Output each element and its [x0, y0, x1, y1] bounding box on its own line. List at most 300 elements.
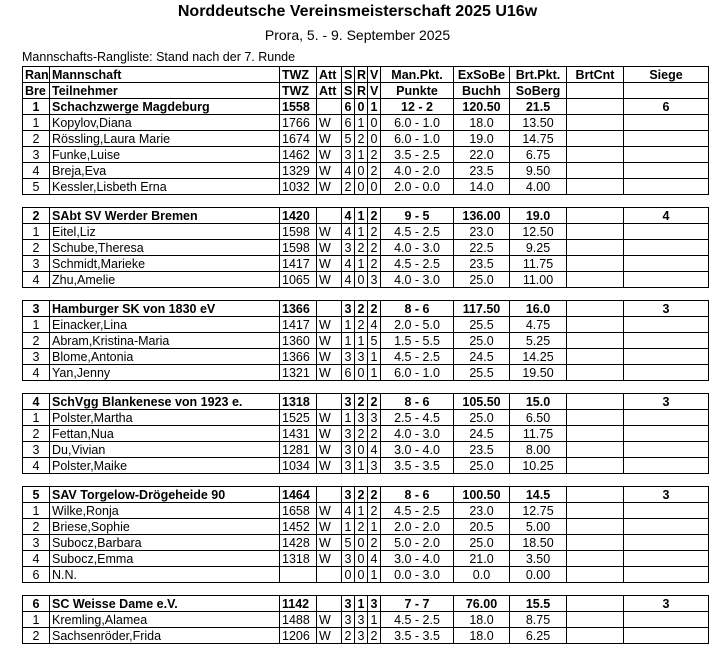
player-losses: 0 [368, 115, 381, 131]
player-name: Abram,Kristina-Maria [50, 333, 280, 349]
team-draws: 2 [355, 487, 368, 503]
team-twz: 1142 [280, 596, 317, 612]
player-points: 4.5 - 2.5 [381, 612, 454, 628]
header-cell: Bre [23, 83, 50, 99]
team-match-points: 8 - 6 [381, 487, 454, 503]
team-board-count [567, 99, 624, 115]
player-att: W [317, 240, 342, 256]
player-wins: 3 [342, 442, 355, 458]
player-twz: 1462 [280, 147, 317, 163]
team-match-points: 12 - 2 [381, 99, 454, 115]
header-cell: V [368, 83, 381, 99]
header-cell: TWZ [280, 83, 317, 99]
player-twz: 1598 [280, 224, 317, 240]
team-twz: 1558 [280, 99, 317, 115]
team-board-count [567, 301, 624, 317]
player-losses: 2 [368, 535, 381, 551]
player-empty-cell [567, 147, 624, 163]
player-twz: 1766 [280, 115, 317, 131]
team-rank: 6 [23, 596, 50, 612]
player-row [23, 349, 709, 365]
player-name: Blome,Antonia [50, 349, 280, 365]
player-row [23, 256, 709, 272]
player-draws: 1 [355, 256, 368, 272]
player-twz: 1065 [280, 272, 317, 288]
player-points: 5.0 - 2.0 [381, 535, 454, 551]
team-draws: 1 [355, 596, 368, 612]
player-att: W [317, 442, 342, 458]
player-losses: 0 [368, 131, 381, 147]
player-att: W [317, 131, 342, 147]
team-wins: 3 [342, 596, 355, 612]
player-name: Rössling,Laura Marie [50, 131, 280, 147]
player-sonneborn-berger: 3.50 [510, 551, 567, 567]
player-wins: 6 [342, 365, 355, 381]
team-board-points: 21.5 [510, 99, 567, 115]
player-board: 1 [23, 410, 50, 426]
player-draws: 1 [355, 224, 368, 240]
player-buchholz: 0.0 [454, 567, 510, 583]
player-losses: 5 [368, 333, 381, 349]
team-draws: 0 [355, 99, 368, 115]
team-draws: 2 [355, 301, 368, 317]
player-wins: 1 [342, 519, 355, 535]
team-wins: 3 [342, 487, 355, 503]
player-board: 3 [23, 256, 50, 272]
player-empty-cell [567, 628, 624, 644]
player-board: 1 [23, 503, 50, 519]
player-points: 3.0 - 4.0 [381, 551, 454, 567]
player-losses: 2 [368, 256, 381, 272]
player-sonneborn-berger: 8.00 [510, 442, 567, 458]
team-losses: 2 [368, 487, 381, 503]
team-board-count [567, 487, 624, 503]
player-points: 2.5 - 4.5 [381, 410, 454, 426]
player-wins: 2 [342, 628, 355, 644]
player-board: 4 [23, 163, 50, 179]
team-wins-count: 3 [624, 596, 709, 612]
player-board: 2 [23, 426, 50, 442]
team-exsobe: 117.50 [454, 301, 510, 317]
player-row [23, 147, 709, 163]
spacer-cell [23, 583, 709, 596]
player-empty-cell [624, 519, 709, 535]
player-points: 3.0 - 4.0 [381, 442, 454, 458]
player-row [23, 179, 709, 195]
player-sonneborn-berger: 4.00 [510, 179, 567, 195]
team-losses: 3 [368, 596, 381, 612]
player-att: W [317, 628, 342, 644]
header-cell: Man.Pkt. [381, 67, 454, 83]
player-empty-cell [624, 224, 709, 240]
player-empty-cell [567, 410, 624, 426]
player-empty-cell [624, 612, 709, 628]
spacer-row [23, 381, 709, 394]
player-wins: 0 [342, 567, 355, 583]
player-row [23, 163, 709, 179]
player-empty-cell [567, 163, 624, 179]
player-points: 4.0 - 3.0 [381, 240, 454, 256]
player-name: Eitel,Liz [50, 224, 280, 240]
header-cell: ExSoBe [454, 67, 510, 83]
standings-table-body [23, 67, 709, 644]
player-buchholz: 18.0 [454, 115, 510, 131]
player-empty-cell [624, 131, 709, 147]
team-draws: 2 [355, 394, 368, 410]
player-sonneborn-berger: 6.75 [510, 147, 567, 163]
player-sonneborn-berger: 11.00 [510, 272, 567, 288]
player-sonneborn-berger: 6.25 [510, 628, 567, 644]
header-row-1 [23, 67, 709, 83]
player-twz [280, 567, 317, 583]
team-board-points: 14.5 [510, 487, 567, 503]
player-draws: 1 [355, 333, 368, 349]
player-points: 3.5 - 2.5 [381, 147, 454, 163]
player-row [23, 317, 709, 333]
player-buchholz: 18.0 [454, 628, 510, 644]
player-buchholz: 23.5 [454, 442, 510, 458]
player-att: W [317, 179, 342, 195]
team-rank: 5 [23, 487, 50, 503]
player-losses: 4 [368, 317, 381, 333]
team-board-points: 15.5 [510, 596, 567, 612]
player-draws: 0 [355, 535, 368, 551]
player-empty-cell [624, 240, 709, 256]
team-twz: 1464 [280, 487, 317, 503]
player-losses: 2 [368, 147, 381, 163]
player-name: Fettan,Nua [50, 426, 280, 442]
player-empty-cell [624, 163, 709, 179]
player-buchholz: 18.0 [454, 612, 510, 628]
player-att: W [317, 272, 342, 288]
player-twz: 1431 [280, 426, 317, 442]
player-empty-cell [567, 131, 624, 147]
player-att: W [317, 147, 342, 163]
team-name: SAbt SV Werder Bremen [50, 208, 280, 224]
player-att: W [317, 317, 342, 333]
player-draws: 3 [355, 612, 368, 628]
player-empty-cell [624, 442, 709, 458]
player-losses: 2 [368, 503, 381, 519]
player-buchholz: 22.5 [454, 240, 510, 256]
player-twz: 1417 [280, 317, 317, 333]
player-points: 2.0 - 0.0 [381, 179, 454, 195]
player-name: Wilke,Ronja [50, 503, 280, 519]
player-draws: 3 [355, 410, 368, 426]
team-rank: 1 [23, 99, 50, 115]
player-buchholz: 24.5 [454, 426, 510, 442]
standings-table [22, 66, 709, 644]
player-points: 4.0 - 3.0 [381, 426, 454, 442]
team-att [317, 596, 342, 612]
team-row [23, 487, 709, 503]
player-board: 2 [23, 519, 50, 535]
player-row [23, 628, 709, 644]
player-row [23, 410, 709, 426]
player-twz: 1417 [280, 256, 317, 272]
player-points: 6.0 - 1.0 [381, 115, 454, 131]
player-row [23, 503, 709, 519]
player-points: 4.0 - 2.0 [381, 163, 454, 179]
player-name: Sachsenröder,Frida [50, 628, 280, 644]
header-cell: Punkte [381, 83, 454, 99]
team-board-points: 19.0 [510, 208, 567, 224]
team-exsobe: 76.00 [454, 596, 510, 612]
player-buchholz: 25.0 [454, 272, 510, 288]
player-sonneborn-berger: 18.50 [510, 535, 567, 551]
player-board: 2 [23, 628, 50, 644]
player-row [23, 333, 709, 349]
player-losses: 2 [368, 426, 381, 442]
player-empty-cell [624, 410, 709, 426]
team-exsobe: 136.00 [454, 208, 510, 224]
player-row [23, 115, 709, 131]
player-buchholz: 21.0 [454, 551, 510, 567]
player-name: Subocz,Barbara [50, 535, 280, 551]
player-buchholz: 23.5 [454, 256, 510, 272]
team-wins-count: 3 [624, 394, 709, 410]
player-name: Breja,Eva [50, 163, 280, 179]
player-empty-cell [567, 317, 624, 333]
player-board: 4 [23, 365, 50, 381]
player-board: 6 [23, 567, 50, 583]
player-att: W [317, 163, 342, 179]
player-points: 0.0 - 3.0 [381, 567, 454, 583]
player-wins: 5 [342, 131, 355, 147]
team-exsobe: 120.50 [454, 99, 510, 115]
player-buchholz: 23.0 [454, 224, 510, 240]
player-losses: 2 [368, 240, 381, 256]
player-wins: 1 [342, 410, 355, 426]
player-draws: 1 [355, 147, 368, 163]
player-att: W [317, 115, 342, 131]
team-att [317, 301, 342, 317]
player-buchholz: 23.0 [454, 503, 510, 519]
header-cell: Mannschaft [50, 67, 280, 83]
player-sonneborn-berger: 4.75 [510, 317, 567, 333]
player-points: 6.0 - 1.0 [381, 365, 454, 381]
header-cell: R [355, 83, 368, 99]
team-name: SC Weisse Dame e.V. [50, 596, 280, 612]
player-buchholz: 14.0 [454, 179, 510, 195]
spacer-cell [23, 288, 709, 301]
team-board-points: 15.0 [510, 394, 567, 410]
header-cell: Ran [23, 67, 50, 83]
player-sonneborn-berger: 5.00 [510, 519, 567, 535]
team-wins-count: 3 [624, 301, 709, 317]
player-losses: 4 [368, 551, 381, 567]
player-board: 4 [23, 272, 50, 288]
player-buchholz: 20.5 [454, 519, 510, 535]
player-sonneborn-berger: 0.00 [510, 567, 567, 583]
player-twz: 1321 [280, 365, 317, 381]
player-empty-cell [624, 115, 709, 131]
player-att: W [317, 256, 342, 272]
player-att: W [317, 410, 342, 426]
player-board: 1 [23, 115, 50, 131]
player-board: 2 [23, 240, 50, 256]
player-twz: 1525 [280, 410, 317, 426]
player-row [23, 224, 709, 240]
player-empty-cell [624, 535, 709, 551]
player-losses: 2 [368, 224, 381, 240]
player-sonneborn-berger: 12.75 [510, 503, 567, 519]
header-cell [624, 83, 709, 99]
player-buchholz: 25.0 [454, 333, 510, 349]
player-draws: 0 [355, 551, 368, 567]
player-twz: 1366 [280, 349, 317, 365]
team-wins: 6 [342, 99, 355, 115]
player-att [317, 567, 342, 583]
player-buchholz: 24.5 [454, 349, 510, 365]
team-row [23, 596, 709, 612]
player-empty-cell [624, 551, 709, 567]
player-empty-cell [624, 179, 709, 195]
player-att: W [317, 224, 342, 240]
player-losses: 3 [368, 272, 381, 288]
player-wins: 1 [342, 333, 355, 349]
player-name: Polster,Maike [50, 458, 280, 474]
document-title: Norddeutsche Vereinsmeisterschaft 2025 U16w [177, 3, 538, 20]
player-att: W [317, 551, 342, 567]
player-row [23, 240, 709, 256]
player-att: W [317, 535, 342, 551]
player-buchholz: 25.5 [454, 365, 510, 381]
player-empty-cell [567, 256, 624, 272]
player-board: 5 [23, 179, 50, 195]
player-sonneborn-berger: 9.25 [510, 240, 567, 256]
player-empty-cell [624, 147, 709, 163]
team-losses: 1 [368, 99, 381, 115]
team-name: Schachzwerge Magdeburg [50, 99, 280, 115]
player-name: Kremling,Alamea [50, 612, 280, 628]
header-cell: Brt.Pkt. [510, 67, 567, 83]
table-caption: Mannschafts-Rangliste: Stand nach der 7. Runde [22, 50, 296, 64]
player-row [23, 272, 709, 288]
player-row [23, 519, 709, 535]
player-losses: 1 [368, 365, 381, 381]
player-empty-cell [567, 272, 624, 288]
player-draws: 0 [355, 179, 368, 195]
player-losses: 3 [368, 410, 381, 426]
team-board-points: 16.0 [510, 301, 567, 317]
player-empty-cell [567, 365, 624, 381]
team-twz: 1366 [280, 301, 317, 317]
player-buchholz: 23.5 [454, 163, 510, 179]
player-empty-cell [624, 503, 709, 519]
player-name: Schube,Theresa [50, 240, 280, 256]
spacer-row [23, 474, 709, 487]
player-att: W [317, 612, 342, 628]
player-name: Briese,Sophie [50, 519, 280, 535]
player-wins: 4 [342, 503, 355, 519]
player-twz: 1281 [280, 442, 317, 458]
player-board: 3 [23, 349, 50, 365]
team-twz: 1318 [280, 394, 317, 410]
team-draws: 1 [355, 208, 368, 224]
player-name: Schmidt,Marieke [50, 256, 280, 272]
player-empty-cell [567, 503, 624, 519]
team-exsobe: 105.50 [454, 394, 510, 410]
player-board: 3 [23, 442, 50, 458]
player-points: 1.5 - 5.5 [381, 333, 454, 349]
team-losses: 2 [368, 394, 381, 410]
team-row [23, 301, 709, 317]
player-points: 6.0 - 1.0 [381, 131, 454, 147]
team-losses: 2 [368, 301, 381, 317]
spacer-row [23, 583, 709, 596]
team-losses: 2 [368, 208, 381, 224]
header-cell: Siege [624, 67, 709, 83]
player-losses: 1 [368, 612, 381, 628]
player-twz: 1034 [280, 458, 317, 474]
player-empty-cell [567, 535, 624, 551]
player-losses: 2 [368, 163, 381, 179]
team-wins-count: 6 [624, 99, 709, 115]
player-buchholz: 25.5 [454, 317, 510, 333]
player-att: W [317, 503, 342, 519]
player-row [23, 612, 709, 628]
player-empty-cell [624, 349, 709, 365]
player-board: 2 [23, 333, 50, 349]
player-twz: 1206 [280, 628, 317, 644]
team-row [23, 394, 709, 410]
player-row [23, 442, 709, 458]
player-name: Einacker,Lina [50, 317, 280, 333]
player-points: 4.5 - 2.5 [381, 256, 454, 272]
player-draws: 0 [355, 365, 368, 381]
player-losses: 1 [368, 567, 381, 583]
team-name: Hamburger SK von 1830 eV [50, 301, 280, 317]
player-draws: 0 [355, 163, 368, 179]
player-points: 3.5 - 3.5 [381, 628, 454, 644]
player-empty-cell [567, 115, 624, 131]
player-wins: 3 [342, 349, 355, 365]
player-empty-cell [624, 256, 709, 272]
player-sonneborn-berger: 10.25 [510, 458, 567, 474]
player-losses: 3 [368, 458, 381, 474]
player-row [23, 426, 709, 442]
player-buchholz: 25.0 [454, 458, 510, 474]
player-twz: 1329 [280, 163, 317, 179]
player-board: 2 [23, 131, 50, 147]
header-cell: SoBerg [510, 83, 567, 99]
header-cell: Buchh [454, 83, 510, 99]
player-losses: 4 [368, 442, 381, 458]
header-cell: Teilnehmer [50, 83, 280, 99]
player-sonneborn-berger: 19.50 [510, 365, 567, 381]
player-losses: 1 [368, 519, 381, 535]
player-wins: 3 [342, 147, 355, 163]
player-sonneborn-berger: 13.50 [510, 115, 567, 131]
team-rank: 3 [23, 301, 50, 317]
player-board: 3 [23, 147, 50, 163]
spacer-row [23, 288, 709, 301]
player-name: Funke,Luise [50, 147, 280, 163]
player-draws: 1 [355, 458, 368, 474]
player-row [23, 535, 709, 551]
player-board: 1 [23, 612, 50, 628]
player-twz: 1360 [280, 333, 317, 349]
player-points: 2.0 - 2.0 [381, 519, 454, 535]
player-sonneborn-berger: 14.25 [510, 349, 567, 365]
player-empty-cell [567, 567, 624, 583]
player-empty-cell [624, 567, 709, 583]
header-cell: BrtCnt [567, 67, 624, 83]
player-wins: 4 [342, 224, 355, 240]
team-wins: 3 [342, 301, 355, 317]
player-board: 1 [23, 224, 50, 240]
